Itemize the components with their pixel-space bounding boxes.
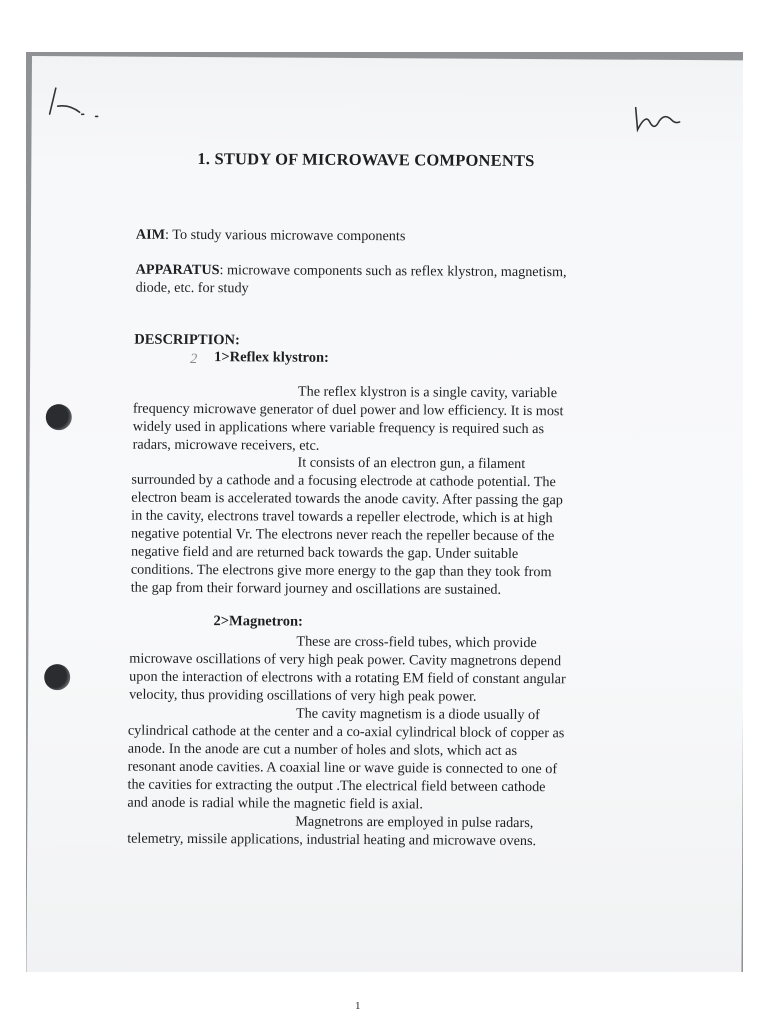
section-heading-reflex-klystron: 1>Reflex klystron:	[214, 349, 329, 366]
punch-hole-top	[46, 404, 72, 430]
body-line: These are cross-field tubes, which provide	[296, 633, 537, 652]
body-line: Magnetrons are employed in pulse radars,	[295, 813, 534, 832]
aim-label: AIM	[135, 226, 166, 243]
body-line: in the cavity, electrons travel towards a repeller electrode, which is at high	[131, 507, 553, 527]
apparatus-label: APPARATUS	[135, 261, 220, 279]
body-line: The reflex klystron is a single cavity, variable	[297, 383, 558, 402]
punch-hole-bottom	[44, 664, 70, 690]
handwritten-corner-mark	[44, 84, 114, 124]
body-line: It consists of an electron gun, a filament	[297, 454, 526, 473]
body-line: The cavity magnetism is a diode usually of	[295, 705, 540, 724]
body-line: negative potential Vr. The electrons never reach the repeller because of the	[131, 525, 555, 545]
body-line: and anode is radial while the magnetic field is axial.	[127, 794, 423, 813]
body-line: velocity, thus providing oscillations of very high peak power.	[129, 686, 477, 705]
body-line: anode. In the anode are cut a number of holes and slots, which act as	[127, 740, 518, 759]
body-line: upon the interaction of electrons with a rotating EM field of constant angular	[129, 668, 566, 688]
body-line: cylindrical cathode at the center and a co-axial cylindrical block of copper as	[127, 722, 565, 742]
body-line: widely used in applications where variable frequency is required such as	[132, 418, 545, 438]
page-title: 1. STUDY OF MICROWAVE COMPONENTS	[197, 149, 535, 171]
handwritten-number: 2	[190, 350, 198, 368]
body-line: electron beam is accelerated towards the anode cavity. After passing the gap	[131, 489, 563, 509]
aim-line	[136, 227, 406, 246]
handwritten-signature	[628, 100, 688, 140]
body-line: resonant anode cavities. A coaxial line or wave guide is connected to one of	[127, 758, 558, 778]
apparatus-line-2: diode, etc. for study	[135, 279, 249, 297]
body-line: microwave oscillations of very high peak power. Cavity magnetrons depend	[129, 650, 562, 670]
page-number: 1	[355, 1000, 361, 1012]
body-line: negative field and are returned back towards the gap. Under suitable	[130, 543, 519, 562]
scanned-page-photo	[26, 52, 743, 972]
section-heading-magnetron: 2>Magnetron:	[213, 613, 303, 630]
body-line: telemetry, missile applications, industrial heating and microwave ovens.	[127, 830, 537, 850]
description-heading: DESCRIPTION:	[134, 331, 240, 349]
body-line: conditions. The electrons give more energy to the gap than they took from	[130, 561, 552, 581]
body-line: frequency microwave generator of duel power and low efficiency. It is most	[132, 400, 564, 420]
body-line: radars, microwave receivers, etc.	[132, 436, 320, 454]
apparatus-line-1: APPARATUS: microwave components such as reflex klystron, magnetism,	[135, 261, 567, 281]
body-line: the gap from their forward journey and oscillations are sustained.	[130, 579, 502, 598]
aim-text: : To study various microwave components	[165, 226, 406, 245]
paper-sheet	[26, 56, 743, 972]
body-line: the cavities for extracting the output .The electrical field between cathode	[127, 776, 546, 796]
body-line: surrounded by a cathode and a focusing electrode at cathode potential. The	[131, 471, 556, 491]
